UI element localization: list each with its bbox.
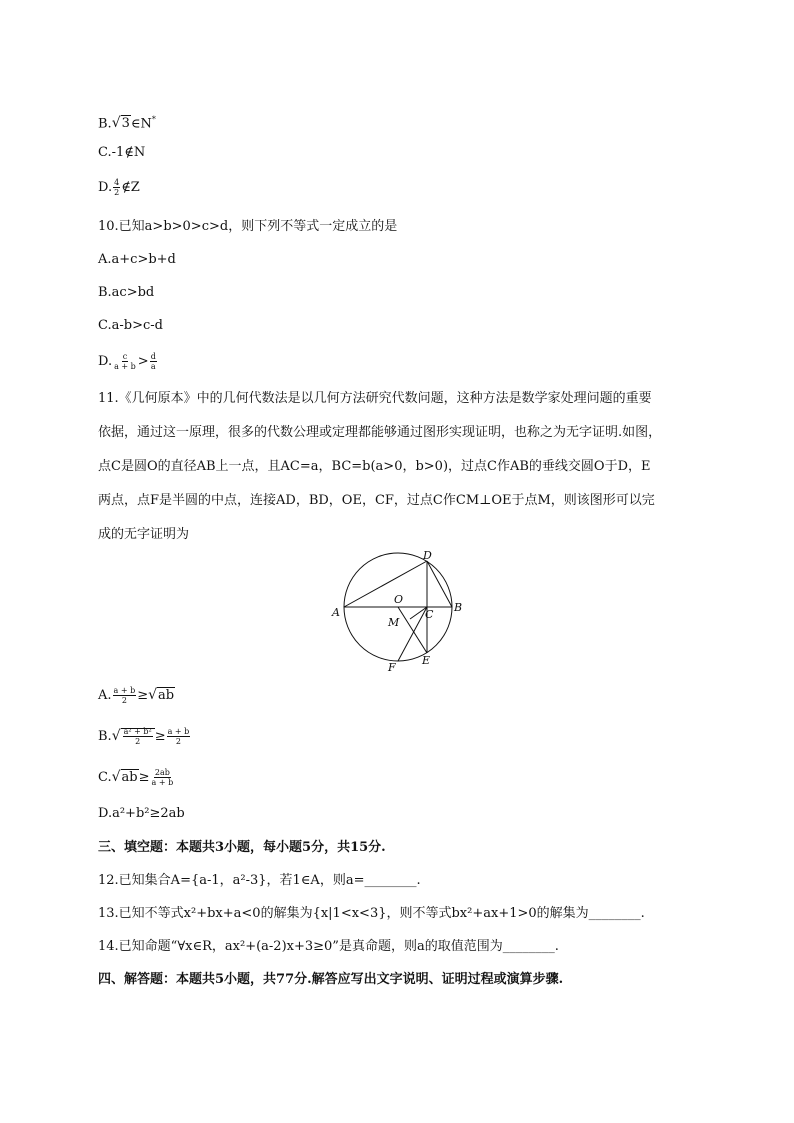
fraction: $\frac{a + b}{2}$	[167, 727, 190, 746]
q11-option-a	[98, 686, 175, 705]
q11-option-c	[98, 768, 175, 787]
label-d: D	[423, 549, 432, 562]
option-prefix: D.	[98, 180, 113, 195]
relation: >	[137, 354, 149, 369]
q9-option-b	[98, 112, 156, 132]
label-f: F	[388, 661, 396, 674]
q11-line: 11.《几何原本》中的几何代数法是以几何方法研究代数问题，这种方法是数学家处理问题的重要	[98, 391, 652, 406]
q11-line: 点C是圆O的直径AB上一点，且AC=a，BC=b(a>0，b>0)，过点C作AB的垂线交圆O于D，E	[98, 459, 651, 474]
relation: ≥	[138, 770, 150, 785]
fraction: $\frac{4}{2}$	[114, 178, 120, 197]
option-prefix: C.	[98, 770, 112, 785]
label-c: C	[425, 608, 434, 621]
segment-bd	[427, 561, 452, 607]
q11-stem	[98, 382, 698, 552]
section-4-title: 四、解答题：本题共5小题，共77分.解答应写出文字说明、证明过程或演算步骤.	[98, 972, 564, 987]
sqrt-expression: √ab	[148, 687, 175, 703]
sqrt-expression: √ab	[111, 769, 138, 785]
fraction-left: $\frac{c}{a + b}$	[114, 352, 136, 371]
q10-option-b: B.ac>bd	[98, 285, 155, 300]
segment-cf	[398, 607, 427, 661]
label-m: M	[388, 616, 400, 629]
label-b: B	[454, 601, 463, 614]
q10-stem: 10.已知a>b>0>c>d，则下列不等式一定成立的是	[98, 219, 398, 234]
label-o: O	[394, 593, 404, 606]
segment-ad	[344, 561, 427, 607]
option-prefix: D.	[98, 354, 113, 369]
q11-circle-figure	[330, 548, 470, 676]
q11-line: 依据，通过这一原理，很多的代数公理或定理都能够通过图形实现证明，也称之为无字证明.如图，	[98, 425, 662, 440]
q10-option-c: C.a-b>c-d	[98, 318, 163, 333]
relation: ∈N	[130, 116, 152, 132]
option-prefix: B.	[98, 116, 112, 132]
segment-oe	[398, 607, 427, 653]
label-e: E	[422, 654, 431, 667]
option-prefix: B.	[98, 729, 112, 744]
q12: 12.已知集合A={a-1，a²-3}，若1∈A，则a=________.	[98, 873, 421, 888]
relation: ≥	[137, 688, 149, 703]
q10-option-a: A.a+c>b+d	[98, 252, 176, 267]
q9-option-d	[98, 178, 140, 197]
superscript: *	[151, 115, 156, 124]
q11-line: 两点，点F是半圆的中点，连接AD，BD，OE，CF，过点C作CM⊥OE于点M，则该图形可以完	[98, 493, 655, 508]
fraction: $\frac{a + b}{2}$	[113, 686, 136, 705]
sqrt-expression: √ $\frac{\text{a² + b²}}{2}$	[112, 727, 155, 746]
q9-option-c: C.-1∉N	[98, 145, 146, 160]
q11-option-d: D.a²+b²≥2ab	[98, 806, 185, 821]
fraction: $\frac{2ab}{a + b}$	[151, 768, 174, 787]
q14: 14.已知命题“∀x∈R，ax²+(a-2)x+3≥0”是真命题，则a的取值范围为________.	[98, 939, 559, 954]
q11-option-b	[98, 727, 191, 746]
section-3-title: 三、填空题：本题共3小题，每小题5分，共15分.	[98, 840, 386, 855]
label-a: A	[332, 606, 340, 619]
q13: 13.已知不等式x²+bx+a<0的解集为{x|1<x<3}，则不等式bx²+ax+1>0的解集为________.	[98, 906, 645, 921]
q10-option-d	[98, 352, 158, 371]
option-prefix: A.	[98, 688, 112, 703]
relation: ≥	[154, 729, 166, 744]
q11-line: 成的无字证明为	[98, 527, 190, 542]
relation: ∉Z	[121, 180, 140, 195]
sqrt-expression: √3	[111, 115, 130, 132]
fraction-right: $\frac{d}{a}$	[150, 352, 156, 371]
